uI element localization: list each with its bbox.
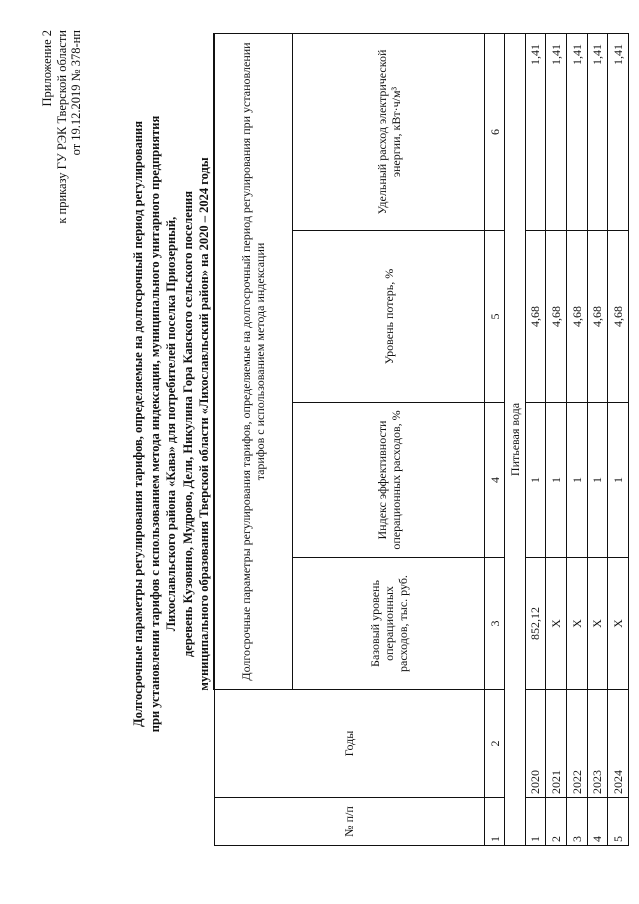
row-energy: 1,41: [566, 33, 587, 230]
row-index: 1: [608, 403, 629, 558]
section-row: [504, 33, 525, 845]
col-number: 3: [485, 558, 505, 690]
header-years: Годы: [214, 690, 485, 798]
table-row: [587, 33, 608, 845]
row-year: 2020: [525, 690, 546, 798]
row-energy: 1,41: [587, 33, 608, 230]
row-energy: 1,41: [546, 33, 567, 230]
title-line-5: муниципального образования Тверской области «Лихославльский район» на 2020 – 2024 годы: [197, 157, 211, 691]
appendix-line-2: к приказу ГУ РЭК Тверской области: [54, 30, 69, 224]
row-base: 852,12: [525, 558, 546, 690]
table-row: [608, 33, 629, 845]
row-losses: 4,68: [587, 231, 608, 403]
title-line-2: при установлении тарифов с использованием метода индексации, муниципального унитарного предприятия: [147, 115, 162, 733]
appendix-line-1: Приложение 2: [40, 30, 54, 107]
table-row: [546, 33, 567, 845]
document-title: [130, 4, 213, 844]
row-num: 3: [566, 798, 587, 846]
table-row: [566, 33, 587, 845]
appendix-header: [40, 30, 84, 224]
row-energy: 1,41: [608, 33, 629, 230]
row-num: 4: [587, 798, 608, 846]
header-base: Базовый уровень операционных расходов, тыс. руб.: [292, 558, 485, 690]
row-energy: 1,41: [525, 33, 546, 230]
row-index: 1: [587, 403, 608, 558]
appendix-line-3: от 19.12.2019 № 378-нп: [69, 30, 83, 156]
row-index: 1: [566, 403, 587, 558]
col-number: 1: [485, 798, 505, 846]
header-num: № п/п: [214, 798, 485, 846]
row-losses: 4,68: [546, 231, 567, 403]
table-row: [525, 33, 546, 845]
row-num: 1: [525, 798, 546, 846]
section-title: Питьевая вода: [504, 33, 525, 845]
row-losses: 4,68: [608, 231, 629, 403]
col-number: 5: [485, 231, 505, 403]
header-energy: Удельный расход электрической энергии, кВт·ч/м³: [292, 33, 485, 230]
row-num: 2: [546, 798, 567, 846]
row-losses: 4,68: [566, 231, 587, 403]
col-number: 6: [485, 33, 505, 230]
row-index: 1: [525, 403, 546, 558]
title-line-1: Долгосрочные параметры регулирования тарифов, определяемые на долгосрочный период регулирования: [131, 121, 145, 728]
col-number: 4: [485, 403, 505, 558]
row-year: 2022: [566, 690, 587, 798]
row-base: Х: [546, 558, 567, 690]
header-group: Долгосрочные параметры регулирования тарифов, определяемые на долгосрочный период регулирования при установлении тарифов с использованием метода индексации: [214, 33, 292, 689]
parameters-table: [213, 33, 629, 846]
row-base: Х: [566, 558, 587, 690]
row-base: Х: [587, 558, 608, 690]
row-index: 1: [546, 403, 567, 558]
header-losses: Уровень потерь, %: [292, 231, 485, 403]
row-base: Х: [608, 558, 629, 690]
row-year: 2023: [587, 690, 608, 798]
row-num: 5: [608, 798, 629, 846]
row-year: 2021: [546, 690, 567, 798]
row-year: 2024: [608, 690, 629, 798]
title-line-3: Лихославльского района «Кава» для потребителей поселка Приозерный,: [164, 216, 178, 632]
header-index: Индекс эффективности операционных расходов, %: [292, 403, 485, 558]
title-line-4: деревень Кузовино, Мудрово, Дели, Никулина Гора Кавского сельского поселения: [180, 191, 195, 658]
row-losses: 4,68: [525, 231, 546, 403]
col-number: 2: [485, 690, 505, 798]
table-header-row: [214, 33, 292, 845]
column-number-row: [485, 33, 505, 845]
